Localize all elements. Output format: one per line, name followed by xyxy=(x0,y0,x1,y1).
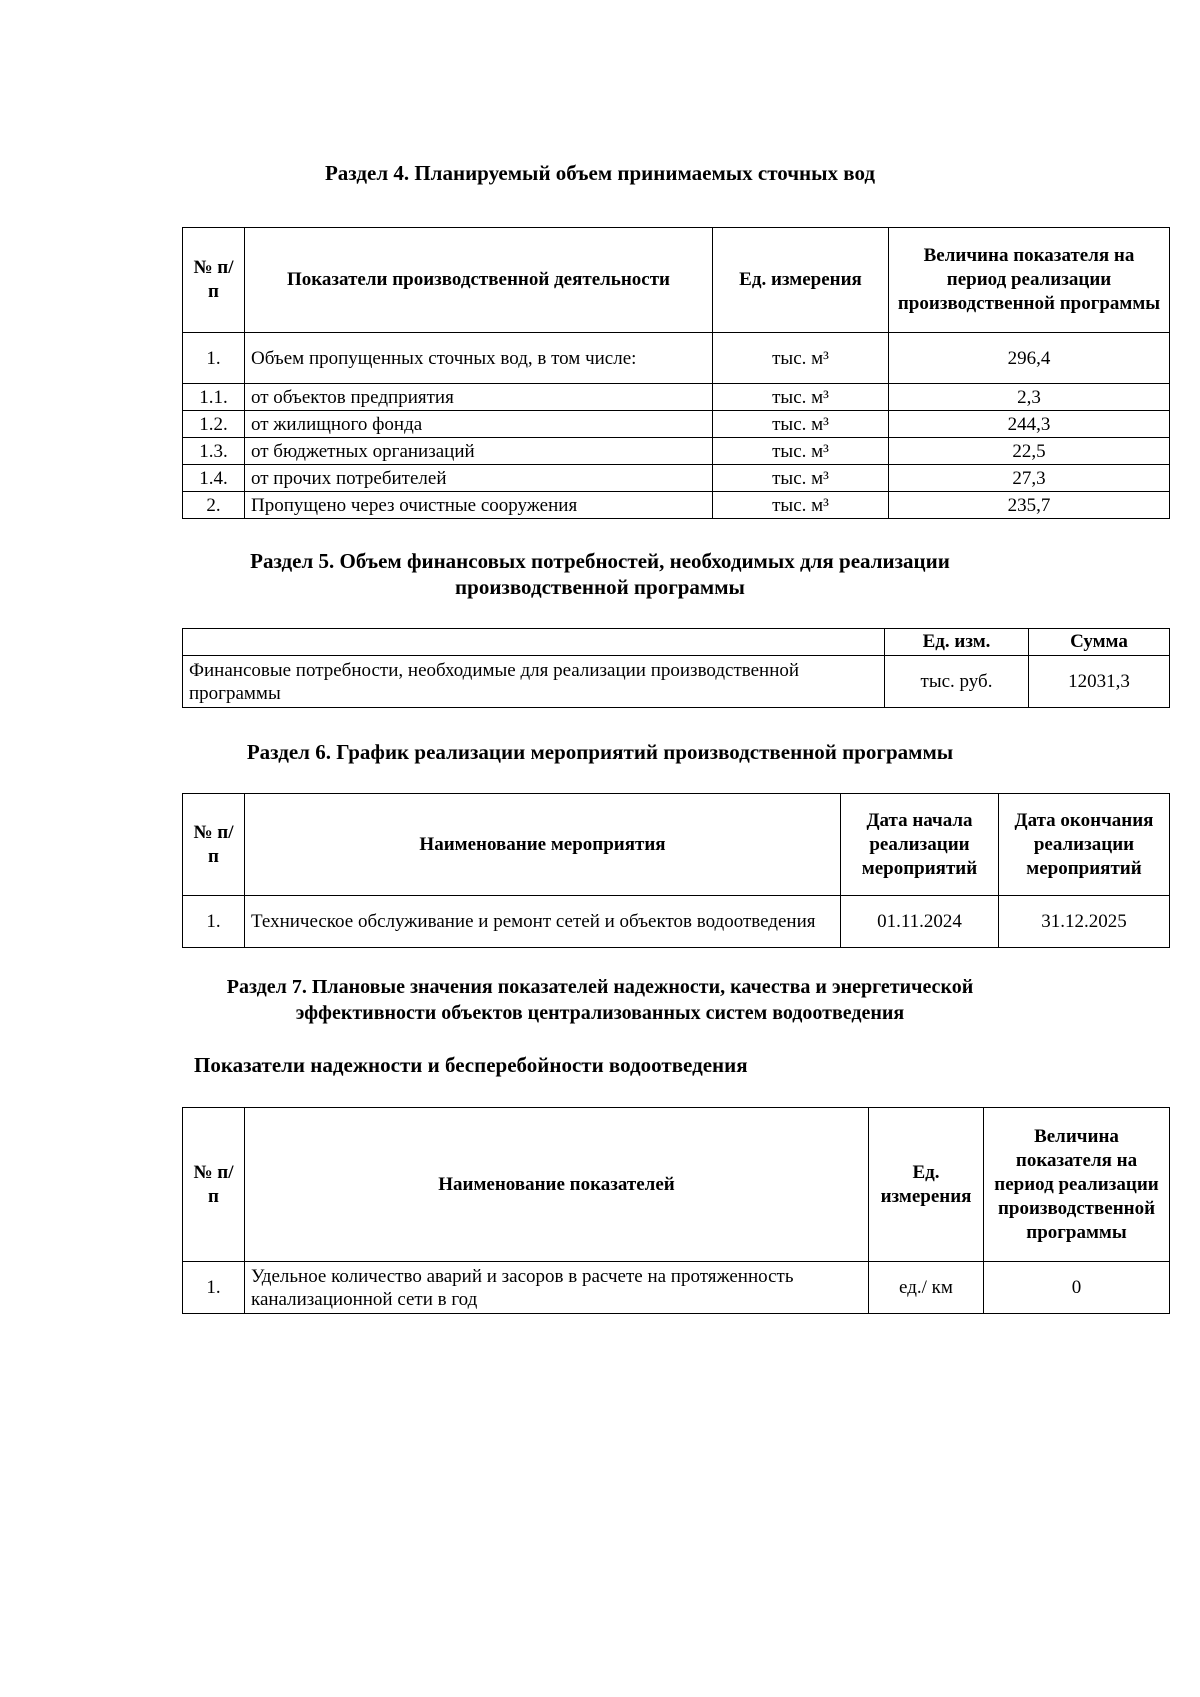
row-unit: тыс. руб. xyxy=(885,656,1029,708)
row-value: 296,4 xyxy=(889,333,1170,384)
row-unit: тыс. м³ xyxy=(713,438,889,465)
section7-table xyxy=(182,1107,1170,1314)
row-unit: тыс. м³ xyxy=(713,465,889,492)
row-value: 27,3 xyxy=(889,465,1170,492)
row-num: 1.1. xyxy=(183,384,245,411)
section4-title: Раздел 4. Планируемый объем принимаемых сточных вод xyxy=(324,161,876,185)
section7-title-line1: Раздел 7. Плановые значения показателей надежности, качества и энергетической xyxy=(226,976,974,998)
row-name: Техническое обслуживание и ремонт сетей и объектов водоотведения xyxy=(245,896,841,948)
table-row xyxy=(183,438,1170,465)
row-unit: тыс. м³ xyxy=(713,492,889,519)
col-header-value: Величина показателя на период реализации производственной программы xyxy=(889,228,1170,333)
table-row xyxy=(183,411,1170,438)
col-header-value: Величина показателя на период реализации производственной программы xyxy=(984,1108,1170,1262)
col-header-sum: Сумма xyxy=(1029,629,1170,656)
table-row xyxy=(183,384,1170,411)
table-row xyxy=(183,333,1170,384)
col-header-end-date: Дата окончания реализации мероприятий xyxy=(999,794,1170,896)
row-end-date: 31.12.2025 xyxy=(999,896,1170,948)
section6-title: Раздел 6. График реализации мероприятий производственной программы xyxy=(246,740,954,764)
table-row xyxy=(183,656,1170,708)
row-num: 1.3. xyxy=(183,438,245,465)
table-row xyxy=(183,465,1170,492)
col-header-unit: Ед. измерения xyxy=(869,1108,984,1262)
col-header-indicator: Наименование показателей xyxy=(245,1108,869,1262)
row-value: 235,7 xyxy=(889,492,1170,519)
row-start-date: 01.11.2024 xyxy=(841,896,999,948)
table-row xyxy=(183,1262,1170,1314)
row-unit: тыс. м³ xyxy=(713,333,889,384)
row-num: 1. xyxy=(183,333,245,384)
section5-table xyxy=(182,628,1170,708)
row-unit: ед./ км xyxy=(869,1262,984,1314)
col-header-num: № п/п xyxy=(183,794,245,896)
row-value: 12031,3 xyxy=(1029,656,1170,708)
col-header-num: № п/п xyxy=(183,1108,245,1262)
row-unit: тыс. м³ xyxy=(713,384,889,411)
section6-table xyxy=(182,793,1170,948)
section4-table xyxy=(182,227,1170,519)
col-header-event: Наименование мероприятия xyxy=(245,794,841,896)
col-header-indicator: Показатели производственной деятельности xyxy=(245,228,713,333)
row-value: 22,5 xyxy=(889,438,1170,465)
section5-title-line2: производственной программы xyxy=(455,575,745,599)
section7-subtitle: Показатели надежности и бесперебойности водоотведения xyxy=(194,1053,748,1077)
row-name: Удельное количество аварий и засоров в расчете на протяженность канализационной сети в год xyxy=(245,1262,869,1314)
row-name: от прочих потребителей xyxy=(245,465,713,492)
row-unit: тыс. м³ xyxy=(713,411,889,438)
row-num: 2. xyxy=(183,492,245,519)
row-value: 0 xyxy=(984,1262,1170,1314)
table-row xyxy=(183,492,1170,519)
row-name: Объем пропущенных сточных вод, в том числе: xyxy=(245,333,713,384)
row-value: 244,3 xyxy=(889,411,1170,438)
row-value: 2,3 xyxy=(889,384,1170,411)
col-header-unit: Ед. измерения xyxy=(713,228,889,333)
col-header-unit: Ед. изм. xyxy=(885,629,1029,656)
col-header-start-date: Дата начала реализации мероприятий xyxy=(841,794,999,896)
row-name: Финансовые потребности, необходимые для реализации производственной программы xyxy=(183,656,885,708)
col-header-empty xyxy=(183,629,885,656)
row-name: от бюджетных организаций xyxy=(245,438,713,465)
row-name: Пропущено через очистные сооружения xyxy=(245,492,713,519)
section7-title-line2: эффективности объектов централизованных систем водоотведения xyxy=(295,1002,905,1024)
row-num: 1. xyxy=(183,896,245,948)
row-name: от объектов предприятия xyxy=(245,384,713,411)
section5-title-line1: Раздел 5. Объем финансовых потребностей, необходимых для реализации xyxy=(250,549,950,573)
table-row xyxy=(183,896,1170,948)
row-num: 1.2. xyxy=(183,411,245,438)
row-num: 1.4. xyxy=(183,465,245,492)
row-name: от жилищного фонда xyxy=(245,411,713,438)
col-header-num: № п/п xyxy=(183,228,245,333)
row-num: 1. xyxy=(183,1262,245,1314)
